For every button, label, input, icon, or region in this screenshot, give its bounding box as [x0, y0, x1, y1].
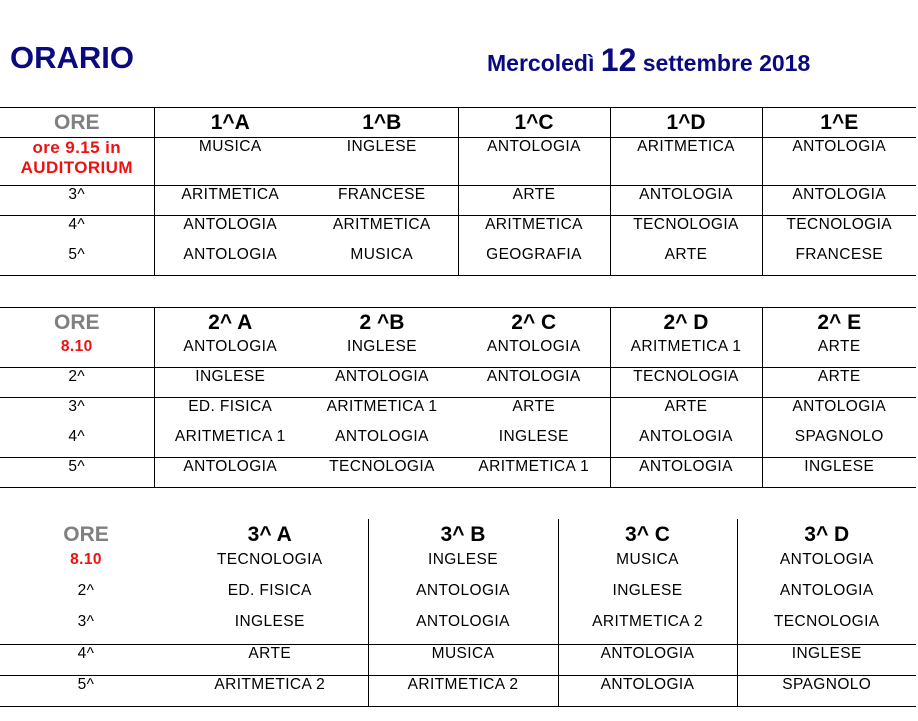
schedule-date	[487, 42, 810, 79]
date-day: 12	[600, 42, 637, 78]
subject-cell: ARITMETICA	[458, 216, 610, 246]
table-row	[0, 138, 916, 186]
class-header: 3^ B	[368, 519, 558, 551]
subject-cell: ARITMETICA	[306, 216, 458, 246]
subject-cell: INGLESE	[154, 368, 306, 398]
ore-header: ORE	[0, 308, 154, 338]
table-row	[0, 186, 916, 216]
subject-cell: ANTOLOGIA	[762, 138, 916, 186]
subject-cell: ARTE	[458, 398, 610, 428]
table-row	[0, 246, 916, 276]
subject-cell: GEOGRAFIA	[458, 246, 610, 276]
subject-cell: INGLESE	[306, 138, 458, 186]
table-row	[0, 428, 916, 458]
subject-cell: ANTOLOGIA	[762, 186, 916, 216]
table-row	[0, 216, 916, 246]
table-header-row	[0, 519, 916, 551]
date-weekday: Mercoledì	[487, 50, 595, 76]
subject-cell: TECNOLOGIA	[610, 216, 762, 246]
class-header: 1^B	[306, 108, 458, 138]
subject-cell: TECNOLOGIA	[216, 551, 323, 568]
subject-cell: INGLESE	[558, 582, 737, 613]
subject-cell: TECNOLOGIA	[737, 613, 916, 644]
subject-cell: TECNOLOGIA	[610, 368, 762, 398]
class-header: 2^ A	[154, 308, 306, 338]
subject-cell: ANTOLOGIA	[458, 368, 610, 398]
subject-cell: ANTOLOGIA	[154, 458, 306, 488]
class-header: 1^E	[762, 108, 916, 138]
class-header: 2^ D	[610, 308, 762, 338]
subject-cell: SPAGNOLO	[762, 428, 916, 458]
subject-cell: ARITMETICA	[154, 186, 306, 216]
table-row	[0, 368, 916, 398]
subject-cell: ANTOLOGIA	[154, 216, 306, 246]
table-row	[0, 551, 916, 582]
subject-cell: ARITMETICA	[610, 138, 762, 186]
subject-cell: ARITMETICA 1	[306, 398, 458, 428]
hour-label: 3^	[0, 186, 154, 216]
ore-header: ORE	[63, 523, 109, 546]
subject-cell: ANTOLOGIA	[610, 428, 762, 458]
subject-cell: INGLESE	[368, 551, 558, 582]
subject-cell: ED. FISICA	[154, 398, 306, 428]
table-row	[0, 613, 916, 644]
hour-label: 5^	[0, 675, 172, 706]
subject-cell: SPAGNOLO	[737, 675, 916, 706]
class-header: 1^A	[154, 108, 306, 138]
hour-label: 2^	[0, 368, 154, 398]
first-slot-note	[0, 138, 154, 186]
subject-cell: ANTOLOGIA	[737, 551, 916, 582]
class-header: 2^ C	[458, 308, 610, 338]
subject-cell: INGLESE	[498, 427, 569, 445]
subject-cell: ANTOLOGIA	[368, 582, 558, 613]
subject-cell: ANTOLOGIA	[306, 368, 458, 398]
subject-cell: ARITMETICA 2	[172, 675, 368, 706]
date-month-year: settembre 2018	[642, 50, 811, 76]
subject-cell: INGLESE	[762, 458, 916, 488]
subject-cell: ARTE	[762, 338, 916, 368]
subject-cell: ARTE	[610, 246, 762, 276]
subject-cell: ARTE	[762, 368, 916, 398]
subject-cell: ANTOLOGIA	[558, 675, 737, 706]
class-header: 3^ D	[737, 519, 916, 551]
subject-cell: TECNOLOGIA	[306, 458, 458, 488]
subject-cell: FRANCESE	[762, 246, 916, 276]
hour-label: 8.10	[70, 551, 102, 568]
subject-cell: ANTOLOGIA	[737, 582, 916, 613]
table-row	[0, 458, 916, 488]
hour-label: 8.10	[60, 337, 93, 355]
subject-cell: ANTOLOGIA	[610, 186, 762, 216]
class-header: 1^D	[610, 108, 762, 138]
page-title: ORARIO	[10, 40, 134, 75]
hour-label: 4^	[0, 216, 154, 246]
subject-cell: ANTOLOGIA	[335, 427, 429, 445]
subject-cell: ARITMETICA 2	[368, 675, 558, 706]
hour-label: 4^	[0, 644, 172, 675]
first-slot-note-line2: AUDITORIUM	[20, 158, 133, 177]
schedule-table-third-year	[0, 519, 916, 707]
subject-cell: MUSICA	[558, 551, 737, 582]
subject-cell: ED. FISICA	[227, 582, 312, 599]
subject-cell: ANTOLOGIA	[610, 458, 762, 488]
subject-cell: ARITMETICA 2	[558, 613, 737, 644]
table-row	[0, 644, 916, 675]
subject-cell: INGLESE	[737, 644, 916, 675]
subject-cell: MUSICA	[154, 138, 306, 186]
subject-cell: ANTOLOGIA	[154, 246, 306, 276]
subject-cell: ARTE	[172, 644, 368, 675]
subject-cell: TECNOLOGIA	[762, 216, 916, 246]
class-header: 2^ E	[762, 308, 916, 338]
schedule-table-first-year	[0, 107, 916, 276]
class-header: 3^ C	[558, 519, 737, 551]
schedule-table-second-year	[0, 307, 916, 488]
subject-cell: ARITMETICA 1	[610, 338, 762, 368]
hour-label: 3^	[77, 613, 95, 630]
subject-cell: FRANCESE	[306, 186, 458, 216]
subject-cell: INGLESE	[347, 337, 417, 355]
class-header: 1^C	[458, 108, 610, 138]
subject-cell: ARTE	[610, 398, 762, 428]
subject-cell: INGLESE	[234, 613, 305, 630]
class-header: 2 ^B	[306, 308, 458, 338]
subject-cell: ARTE	[458, 186, 610, 216]
table-row	[0, 582, 916, 613]
subject-cell: MUSICA	[368, 644, 558, 675]
hour-label: 3^	[0, 398, 154, 428]
subject-cell: ANTOLOGIA	[558, 644, 737, 675]
subject-cell: ANTOLOGIA	[368, 613, 558, 644]
table-row	[0, 398, 916, 428]
table-header-row	[0, 108, 916, 138]
class-header: 3^ A	[247, 523, 292, 546]
table-row	[0, 675, 916, 706]
subject-cell: ARITMETICA 1	[154, 428, 306, 458]
subject-cell: ANTOLOGIA	[154, 338, 306, 368]
table-header-row	[0, 308, 916, 338]
table-row	[0, 338, 916, 368]
hour-label: 2^	[77, 582, 95, 599]
subject-cell: ANTOLOGIA	[762, 398, 916, 428]
subject-cell: ANTOLOGIA	[486, 337, 581, 355]
hour-label: 5^	[0, 458, 154, 488]
subject-cell: ARITMETICA 1	[458, 458, 610, 488]
subject-cell: MUSICA	[306, 246, 458, 276]
hour-label: 4^	[68, 427, 86, 445]
subject-cell: ANTOLOGIA	[458, 138, 610, 186]
ore-header: ORE	[0, 108, 154, 138]
hour-label: 5^	[0, 246, 154, 276]
first-slot-note-line1: ore 9.15 in	[32, 138, 121, 157]
